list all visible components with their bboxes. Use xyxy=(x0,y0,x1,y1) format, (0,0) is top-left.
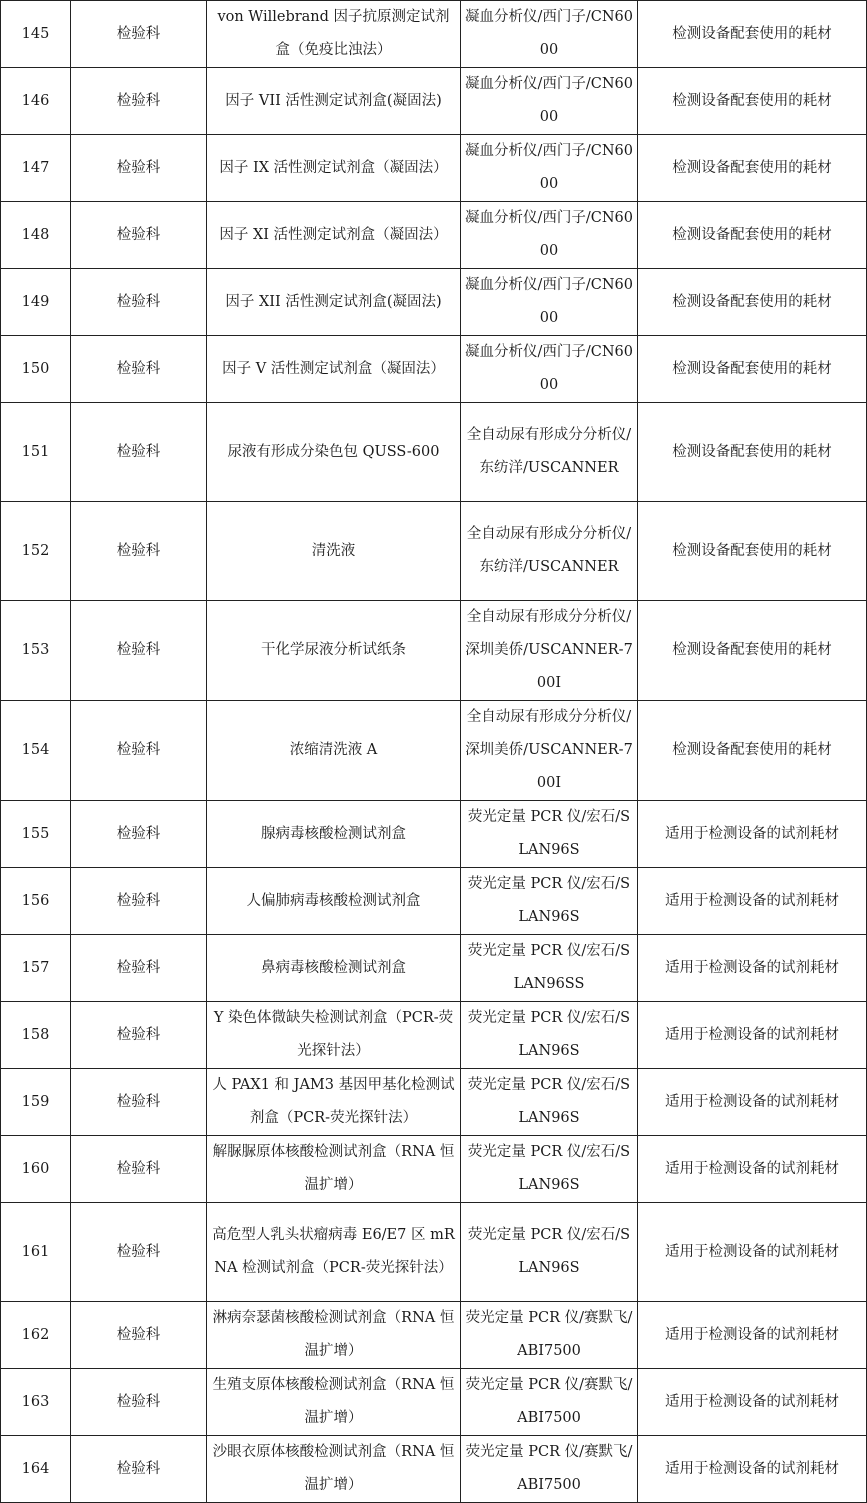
row-number-cell: 147 xyxy=(1,135,71,202)
table-row xyxy=(1,801,867,868)
device-cell: 凝血分析仪/西门子/CN6000 xyxy=(461,269,638,336)
department-cell: 检验科 xyxy=(71,1069,207,1136)
department-cell: 检验科 xyxy=(71,202,207,269)
usage-cell: 适用于检测设备的试剂耗材 xyxy=(638,1436,867,1503)
table-row xyxy=(1,1302,867,1369)
usage-cell: 适用于检测设备的试剂耗材 xyxy=(638,1369,867,1436)
department-cell: 检验科 xyxy=(71,601,207,701)
device-cell: 荧光定量 PCR 仪/宏石/SLAN96S xyxy=(461,1002,638,1069)
table-row xyxy=(1,868,867,935)
table-row xyxy=(1,1136,867,1203)
department-cell: 检验科 xyxy=(71,135,207,202)
usage-cell: 适用于检测设备的试剂耗材 xyxy=(638,1302,867,1369)
row-number-cell: 164 xyxy=(1,1436,71,1503)
device-cell: 凝血分析仪/西门子/CN6000 xyxy=(461,202,638,269)
item-name-cell: 沙眼衣原体核酸检测试剂盒（RNA 恒温扩增） xyxy=(207,1436,461,1503)
department-cell: 检验科 xyxy=(71,403,207,502)
table-row xyxy=(1,202,867,269)
department-cell: 检验科 xyxy=(71,68,207,135)
table-row xyxy=(1,935,867,1002)
department-cell: 检验科 xyxy=(71,1369,207,1436)
device-cell: 全自动尿有形成分分析仪/深圳美侨/USCANNER-700I xyxy=(461,601,638,701)
row-number-cell: 159 xyxy=(1,1069,71,1136)
device-cell: 荧光定量 PCR 仪/宏石/SLAN96SS xyxy=(461,935,638,1002)
row-number-cell: 154 xyxy=(1,701,71,801)
department-cell: 检验科 xyxy=(71,1136,207,1203)
usage-cell: 适用于检测设备的试剂耗材 xyxy=(638,935,867,1002)
department-cell: 检验科 xyxy=(71,1203,207,1302)
row-number-cell: 156 xyxy=(1,868,71,935)
table-row xyxy=(1,502,867,601)
row-number-cell: 150 xyxy=(1,336,71,403)
table-body xyxy=(1,1,867,1503)
usage-cell: 检测设备配套使用的耗材 xyxy=(638,202,867,269)
device-cell: 荧光定量 PCR 仪/宏石/SLAN96S xyxy=(461,801,638,868)
row-number-cell: 152 xyxy=(1,502,71,601)
item-name-cell: 因子 V 活性测定试剂盒（凝固法） xyxy=(207,336,461,403)
item-name-cell: 鼻病毒核酸检测试剂盒 xyxy=(207,935,461,1002)
device-cell: 荧光定量 PCR 仪/赛默飞/ABI7500 xyxy=(461,1436,638,1503)
usage-cell: 适用于检测设备的试剂耗材 xyxy=(638,1069,867,1136)
row-number-cell: 155 xyxy=(1,801,71,868)
usage-cell: 适用于检测设备的试剂耗材 xyxy=(638,1136,867,1203)
row-number-cell: 146 xyxy=(1,68,71,135)
item-name-cell: 浓缩清洗液 A xyxy=(207,701,461,801)
department-cell: 检验科 xyxy=(71,1002,207,1069)
row-number-cell: 157 xyxy=(1,935,71,1002)
item-name-cell: 干化学尿液分析试纸条 xyxy=(207,601,461,701)
usage-cell: 检测设备配套使用的耗材 xyxy=(638,403,867,502)
department-cell: 检验科 xyxy=(71,1302,207,1369)
device-cell: 荧光定量 PCR 仪/宏石/SLAN96S xyxy=(461,1203,638,1302)
item-name-cell: 清洗液 xyxy=(207,502,461,601)
table-row xyxy=(1,1369,867,1436)
device-cell: 荧光定量 PCR 仪/宏石/SLAN96S xyxy=(461,1069,638,1136)
department-cell: 检验科 xyxy=(71,336,207,403)
department-cell: 检验科 xyxy=(71,502,207,601)
item-name-cell: 因子 XII 活性测定试剂盒(凝固法) xyxy=(207,269,461,336)
item-name-cell: 腺病毒核酸检测试剂盒 xyxy=(207,801,461,868)
item-name-cell: 淋病奈瑟菌核酸检测试剂盒（RNA 恒温扩增） xyxy=(207,1302,461,1369)
usage-cell: 检测设备配套使用的耗材 xyxy=(638,701,867,801)
device-cell: 凝血分析仪/西门子/CN6000 xyxy=(461,68,638,135)
usage-cell: 适用于检测设备的试剂耗材 xyxy=(638,868,867,935)
device-cell: 全自动尿有形成分分析仪/东纺洋/USCANNER xyxy=(461,403,638,502)
department-cell: 检验科 xyxy=(71,801,207,868)
item-name-cell: 人 PAX1 和 JAM3 基因甲基化检测试剂盒（PCR-荧光探针法） xyxy=(207,1069,461,1136)
table-row xyxy=(1,601,867,701)
table-row xyxy=(1,1002,867,1069)
row-number-cell: 163 xyxy=(1,1369,71,1436)
table-row xyxy=(1,1203,867,1302)
usage-cell: 检测设备配套使用的耗材 xyxy=(638,68,867,135)
item-name-cell: 尿液有形成分染色包 QUSS-600 xyxy=(207,403,461,502)
department-cell: 检验科 xyxy=(71,701,207,801)
item-name-cell: von Willebrand 因子抗原测定试剂盒（免疫比浊法） xyxy=(207,1,461,68)
row-number-cell: 151 xyxy=(1,403,71,502)
table-row xyxy=(1,68,867,135)
usage-cell: 适用于检测设备的试剂耗材 xyxy=(638,801,867,868)
usage-cell: 适用于检测设备的试剂耗材 xyxy=(638,1002,867,1069)
table-row xyxy=(1,1,867,68)
usage-cell: 检测设备配套使用的耗材 xyxy=(638,336,867,403)
table-row xyxy=(1,403,867,502)
device-cell: 荧光定量 PCR 仪/赛默飞/ABI7500 xyxy=(461,1369,638,1436)
device-cell: 全自动尿有形成分分析仪/东纺洋/USCANNER xyxy=(461,502,638,601)
item-name-cell: 因子 VII 活性测定试剂盒(凝固法) xyxy=(207,68,461,135)
table-row xyxy=(1,336,867,403)
item-name-cell: 因子 XI 活性测定试剂盒（凝固法） xyxy=(207,202,461,269)
usage-cell: 检测设备配套使用的耗材 xyxy=(638,1,867,68)
device-cell: 凝血分析仪/西门子/CN6000 xyxy=(461,336,638,403)
row-number-cell: 149 xyxy=(1,269,71,336)
usage-cell: 检测设备配套使用的耗材 xyxy=(638,502,867,601)
department-cell: 检验科 xyxy=(71,1436,207,1503)
department-cell: 检验科 xyxy=(71,1,207,68)
usage-cell: 检测设备配套使用的耗材 xyxy=(638,135,867,202)
device-cell: 荧光定量 PCR 仪/宏石/SLAN96S xyxy=(461,1136,638,1203)
table-row xyxy=(1,1069,867,1136)
row-number-cell: 161 xyxy=(1,1203,71,1302)
row-number-cell: 153 xyxy=(1,601,71,701)
row-number-cell: 160 xyxy=(1,1136,71,1203)
usage-cell: 检测设备配套使用的耗材 xyxy=(638,269,867,336)
device-cell: 全自动尿有形成分分析仪/深圳美侨/USCANNER-700I xyxy=(461,701,638,801)
department-cell: 检验科 xyxy=(71,269,207,336)
item-name-cell: 生殖支原体核酸检测试剂盒（RNA 恒温扩增） xyxy=(207,1369,461,1436)
department-cell: 检验科 xyxy=(71,935,207,1002)
row-number-cell: 148 xyxy=(1,202,71,269)
item-name-cell: 因子 IX 活性测定试剂盒（凝固法） xyxy=(207,135,461,202)
department-cell: 检验科 xyxy=(71,868,207,935)
row-number-cell: 158 xyxy=(1,1002,71,1069)
row-number-cell: 162 xyxy=(1,1302,71,1369)
item-name-cell: 人偏肺病毒核酸检测试剂盒 xyxy=(207,868,461,935)
table-row xyxy=(1,1436,867,1503)
item-name-cell: 高危型人乳头状瘤病毒 E6/E7 区 mRNA 检测试剂盒（PCR-荧光探针法） xyxy=(207,1203,461,1302)
device-cell: 荧光定量 PCR 仪/宏石/SLAN96S xyxy=(461,868,638,935)
device-cell: 凝血分析仪/西门子/CN6000 xyxy=(461,135,638,202)
row-number-cell: 145 xyxy=(1,1,71,68)
device-cell: 凝血分析仪/西门子/CN6000 xyxy=(461,1,638,68)
usage-cell: 检测设备配套使用的耗材 xyxy=(638,601,867,701)
usage-cell: 适用于检测设备的试剂耗材 xyxy=(638,1203,867,1302)
item-name-cell: Y 染色体微缺失检测试剂盒（PCR-荧光探针法） xyxy=(207,1002,461,1069)
item-name-cell: 解脲脲原体核酸检测试剂盒（RNA 恒温扩增） xyxy=(207,1136,461,1203)
table-row xyxy=(1,135,867,202)
table-row xyxy=(1,269,867,336)
table-row xyxy=(1,701,867,801)
device-cell: 荧光定量 PCR 仪/赛默飞/ABI7500 xyxy=(461,1302,638,1369)
